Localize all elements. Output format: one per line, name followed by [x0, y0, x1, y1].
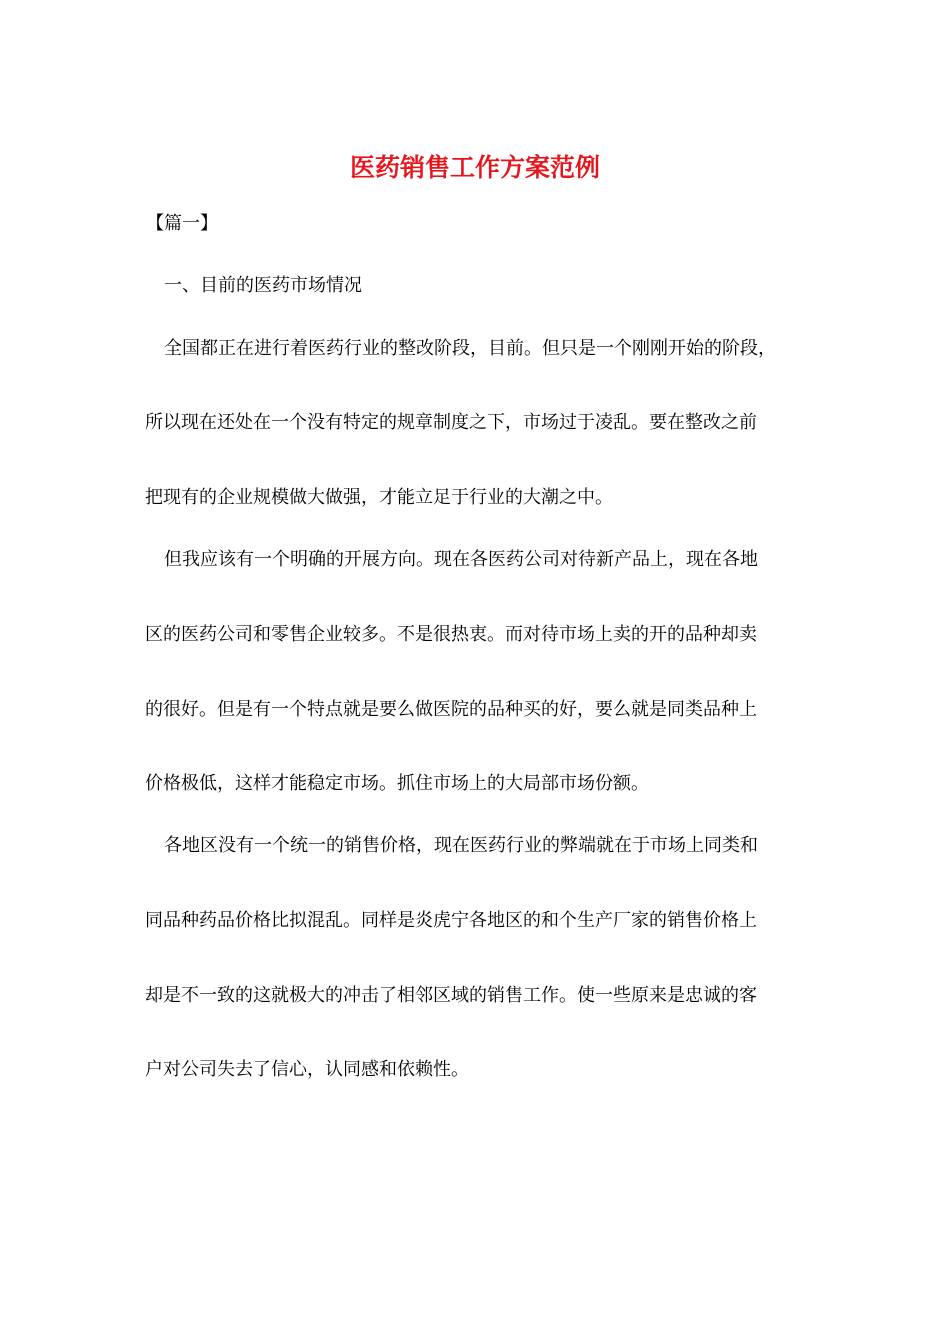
- paragraph-2-line-3: 的很好。但是有一个特点就是要么做医院的品种买的好，要么就是同类品种上: [145, 699, 757, 720]
- document-title: 医药销售工作方案范例: [349, 153, 600, 182]
- section-tag: 【篇一】: [146, 213, 218, 234]
- paragraph-3-line-2: 同品种药品价格比拟混乱。同样是炎虎宁各地区的和个生产厂家的销售价格上: [145, 910, 757, 931]
- paragraph-1-line-2: 所以现在还处在一个没有特定的规章制度之下，市场过于凌乱。要在整改之前: [145, 412, 757, 433]
- paragraph-3-line-1: 各地区没有一个统一的销售价格，现在医药行业的弊端就在于市场上同类和: [164, 835, 758, 856]
- section-heading: 一、目前的医药市场情况: [164, 275, 362, 296]
- paragraph-2-line-2: 区的医药公司和零售企业较多。不是很热衷。而对待市场上卖的开的品种却卖: [145, 624, 757, 645]
- paragraph-1-line-1: 全国都正在进行着医药行业的整改阶段，目前。但只是一个刚刚开始的阶段，: [164, 338, 776, 359]
- paragraph-2-line-1: 但我应该有一个明确的开展方向。现在各医药公司对待新产品上，现在各地: [164, 549, 758, 570]
- paragraph-3-line-4: 户对公司失去了信心，认同感和依赖性。: [145, 1059, 469, 1080]
- paragraph-1-line-3: 把现有的企业规模做大做强，才能立足于行业的大潮之中。: [145, 487, 613, 508]
- paragraph-3-line-3: 却是不一致的这就极大的冲击了相邻区域的销售工作。使一些原来是忠诚的客: [145, 985, 757, 1006]
- paragraph-2-line-4: 价格极低，这样才能稳定市场。抓住市场上的大局部市场份额。: [145, 773, 649, 794]
